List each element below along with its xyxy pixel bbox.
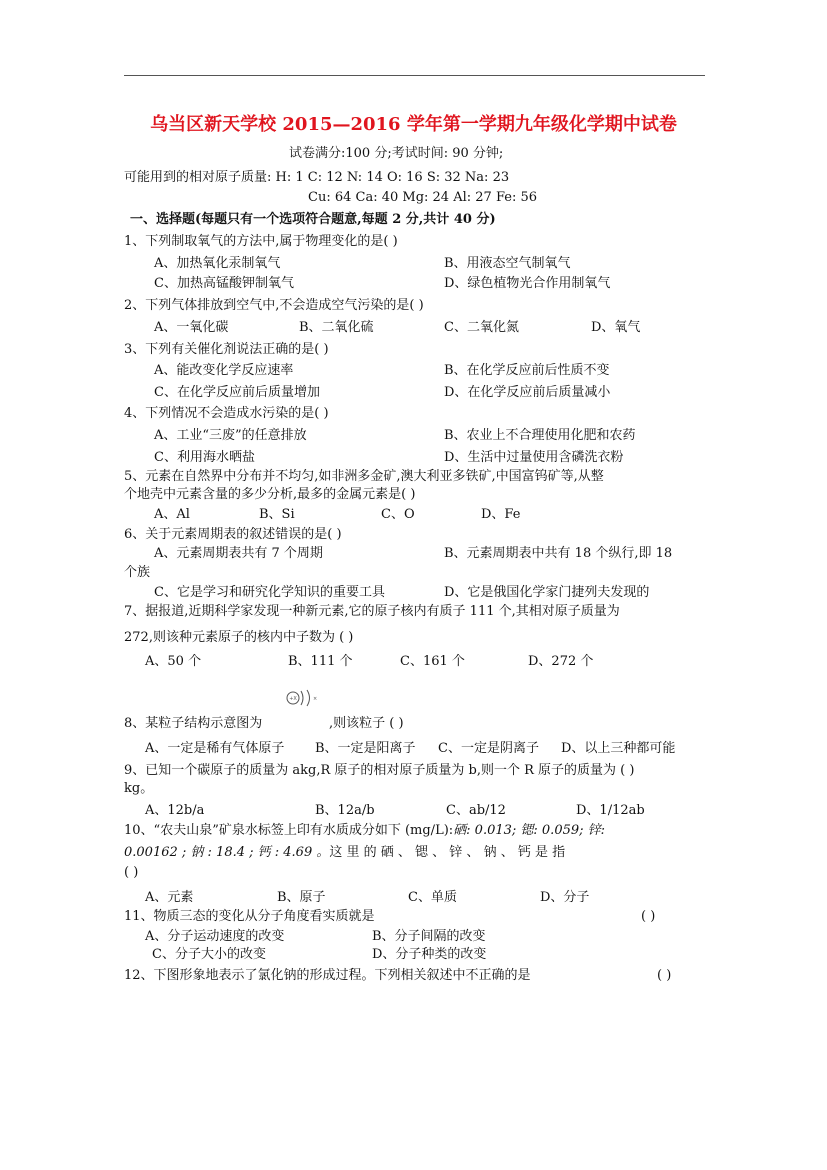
question-3-option-d: D、在化学反应前后质量减小 bbox=[444, 385, 611, 400]
question-2-stem: 2、下列气体排放到空气中,不会造成空气污染的是( ) bbox=[124, 298, 424, 313]
question-10-option-d: D、分子 bbox=[540, 890, 590, 905]
section-heading: 一、选择题(每题只有一个选项符合题意,每题 2 分,共计 40 分) bbox=[130, 212, 496, 227]
question-6-option-b-continued: 个族 bbox=[124, 565, 151, 580]
question-10-stem-line1 bbox=[124, 823, 605, 839]
question-4-option-a: A、工业“三废”的任意排放 bbox=[154, 428, 307, 443]
question-11-option-d: D、分子种类的改变 bbox=[372, 947, 487, 962]
exam-meta: 试卷满分:100 分;考试时间: 90 分钟; bbox=[289, 146, 504, 161]
question-10-stem-line2 bbox=[124, 845, 565, 861]
question-9-option-c: C、ab/12 bbox=[446, 803, 506, 818]
question-3-option-c: C、在化学反应前后质量增加 bbox=[154, 385, 320, 400]
question-5-stem-line2: 个地壳中元素含量的多少分析,最多的金属元素是( ) bbox=[124, 487, 416, 502]
question-6-option-d: D、它是俄国化学家门捷列夫发现的 bbox=[444, 585, 650, 600]
question-6-option-b: B、元素周期表中共有 18 个纵行,即 18 bbox=[444, 546, 673, 561]
question-1-option-c: C、加热高锰酸钾制氧气 bbox=[154, 276, 294, 291]
question-10-stem-pre: 10、“农夫山泉”矿泉水标签上印有水质成分如下 (mg/L): bbox=[124, 823, 454, 838]
question-9-stem-line2: kg。 bbox=[124, 781, 154, 796]
question-2-option-c: C、二氧化氮 bbox=[444, 320, 519, 335]
electron-shell-1 bbox=[301, 691, 303, 705]
question-6-option-a: A、元素周期表共有 7 个周期 bbox=[154, 546, 323, 561]
question-10-line2-rest: 这 里 的 硒 、 锶 、 锌 、 钠 、 钙 是 指 bbox=[329, 845, 566, 860]
question-10-stem-line3: ( ) bbox=[124, 865, 139, 880]
question-8-stem-pre: 8、某粒子结构示意图为 bbox=[124, 716, 263, 731]
question-12-paren: ( ) bbox=[657, 968, 672, 983]
question-8-option-b: B、一定是阳离子 bbox=[315, 741, 416, 756]
question-11-paren: ( ) bbox=[641, 909, 656, 924]
question-7-option-a: A、50 个 bbox=[145, 654, 202, 669]
question-8-option-c: C、一定是阴离子 bbox=[438, 741, 539, 756]
exam-title: 乌当区新天学校 2015—2016 学年第一学期九年级化学期中试卷 bbox=[150, 114, 677, 135]
question-11-option-b: B、分子间隔的改变 bbox=[372, 929, 486, 944]
question-7-stem-line2: 272,则该种元素原子的核内中子数为 ( ) bbox=[124, 630, 354, 645]
question-5-option-a: A、Al bbox=[154, 507, 190, 522]
question-9-stem-line1: 9、已知一个碳原子的质量为 akg,R 原子的相对原子质量为 b,则一个 R 原子的质量为 ( ) bbox=[124, 763, 635, 778]
question-1-option-b: B、用液态空气制氧气 bbox=[444, 256, 571, 271]
question-9-option-a: A、12b/a bbox=[145, 803, 205, 818]
question-1-option-a: A、加热氧化汞制氧气 bbox=[154, 256, 281, 271]
question-7-option-c: C、161 个 bbox=[400, 654, 465, 669]
question-8-option-a: A、一定是稀有气体原子 bbox=[145, 741, 285, 756]
electron-shell-2 bbox=[307, 690, 310, 706]
question-9-option-d: D、1/12ab bbox=[576, 803, 645, 818]
question-3-stem: 3、下列有关催化剂说法正确的是( ) bbox=[124, 342, 329, 357]
question-12-stem: 12、下图形象地表示了氯化钠的形成过程。下列相关叙述中不正确的是 bbox=[124, 968, 531, 983]
question-9-option-b: B、12a/b bbox=[315, 803, 375, 818]
question-8-option-d: D、以上三种都可能 bbox=[561, 741, 676, 756]
question-10-option-a: A、元素 bbox=[145, 890, 194, 905]
question-6-stem: 6、关于元素周期表的叙述错误的是( ) bbox=[124, 527, 342, 542]
nucleus-label: +X bbox=[289, 696, 297, 702]
question-3-option-a: A、能改变化学反应速率 bbox=[154, 363, 294, 378]
question-11-option-a: A、分子运动速度的改变 bbox=[145, 929, 285, 944]
question-3-option-b: B、在化学反应前后性质不变 bbox=[444, 363, 610, 378]
shell-electron-mark: × bbox=[313, 696, 318, 702]
question-2-option-b: B、二氧化硫 bbox=[299, 320, 374, 335]
question-2-option-a: A、一氧化碳 bbox=[154, 320, 229, 335]
question-10-stem-italic: 硒: 0.013; 锶: 0.059; 锌: bbox=[453, 823, 606, 838]
particle-structure-diagram bbox=[283, 687, 319, 709]
question-1-stem: 1、下列制取氧气的方法中,属于物理变化的是( ) bbox=[124, 234, 398, 249]
header-rule bbox=[124, 75, 705, 76]
question-5-option-d: D、Fe bbox=[481, 507, 521, 522]
question-2-option-d: D、氧气 bbox=[591, 320, 641, 335]
question-4-stem: 4、下列情况不会造成水污染的是( ) bbox=[124, 406, 329, 421]
question-6-option-c: C、它是学习和研究化学知识的重要工具 bbox=[154, 585, 385, 600]
question-5-stem-line1: 5、元素在自然界中分布并不均匀,如非洲多金矿,澳大利亚多铁矿,中国富钨矿等,从整 bbox=[124, 469, 604, 484]
question-4-option-c: C、利用海水晒盐 bbox=[154, 450, 255, 465]
question-5-option-c: C、O bbox=[381, 507, 415, 522]
question-4-option-d: D、生活中过量使用含磷洗衣粉 bbox=[444, 450, 624, 465]
question-11-option-c: C、分子大小的改变 bbox=[152, 947, 266, 962]
question-7-option-b: B、111 个 bbox=[288, 654, 353, 669]
question-8-stem-post: ,则该粒子 ( ) bbox=[329, 716, 404, 731]
atomic-masses-line1: 可能用到的相对原子质量: H: 1 C: 12 N: 14 O: 16 S: 32 Na: 23 bbox=[124, 170, 510, 185]
question-5-option-b: B、Si bbox=[259, 507, 295, 522]
question-7-option-d: D、272 个 bbox=[528, 654, 594, 669]
question-7-stem-line1: 7、据报道,近期科学家发现一种新元素,它的原子核内有质子 111 个,其相对原子质量为 bbox=[124, 604, 620, 619]
question-10-line2-italic: 0.00162 ; 钠 : 18.4 ; 钙 : 4.69 。 bbox=[124, 845, 330, 860]
question-10-option-b: B、原子 bbox=[277, 890, 326, 905]
atomic-masses-line2: Cu: 64 Ca: 40 Mg: 24 Al: 27 Fe: 56 bbox=[308, 190, 537, 205]
question-4-option-b: B、农业上不合理使用化肥和农药 bbox=[444, 428, 636, 443]
question-1-option-d: D、绿色植物光合作用制氧气 bbox=[444, 276, 611, 291]
question-11-stem: 11、物质三态的变化从分子角度看实质就是 bbox=[124, 909, 375, 924]
question-10-option-c: C、单质 bbox=[408, 890, 457, 905]
